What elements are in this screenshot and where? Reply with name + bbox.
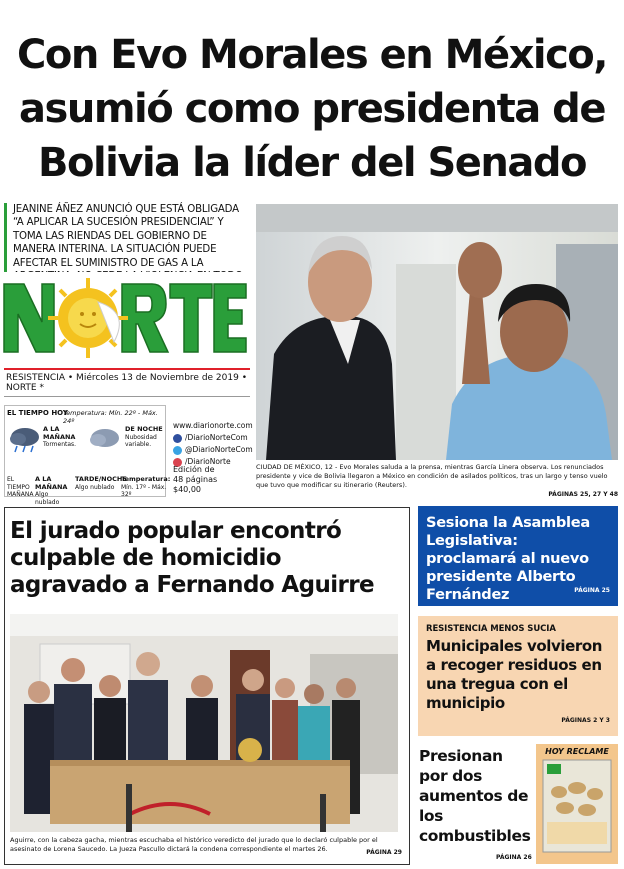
website-text: www.diarionorte.com — [173, 421, 253, 430]
waste-story-pages: PÁGINAS 2 Y 3 — [561, 717, 610, 724]
weather-box — [4, 405, 171, 506]
reclame-cover-image — [539, 756, 615, 856]
weather-morning-label: A LA MAÑANA — [43, 425, 76, 441]
weather-tomorrow-label: EL TIEMPO MAÑANA — [7, 476, 34, 498]
waste-story-title: Municipales volvieron a recoger residuos en una tregua con el municipio — [426, 637, 603, 712]
weather-tomorrow-temp-text: Mín. 17º - Máx. 32º — [121, 483, 167, 498]
headline-kicker: JEANINE ÁÑEZ ANUNCIÓ QUE ESTÁ OBLIGADA “A APLICAR LA SUCESIÓN PRESIDENCIAL” Y TOMA LAS RIENDAS DEL GOBIERNO DE MANERA INTERINA. LA SITUACIÓN PUEDE AFECTAR EL SUMINISTRO DE GAS A LA — [4, 203, 248, 297]
edition-line-1: Edición de — [173, 465, 215, 474]
headline-line-2: asumió como presidenta de — [19, 86, 605, 132]
main-story-photo — [10, 614, 398, 832]
sun-icon — [48, 278, 128, 358]
facebook-text: /DiarioNorteCom — [185, 433, 248, 442]
fuel-story-title[interactable]: Presionan por dos aumentos de los combustibles — [419, 747, 531, 845]
waste-story-kicker: RESISTENCIA MENOS SUCIA — [426, 624, 556, 634]
weather-temperature: Temperatura: Mín. 22º - Máx. 24º — [63, 409, 158, 425]
weather-tomorrow-temp — [121, 475, 171, 499]
waste-story-box[interactable] — [418, 616, 618, 736]
headline-line-3: Bolivia la líder del Senado — [38, 140, 586, 186]
top-photo-caption — [256, 463, 618, 499]
fuel-story-pages: PÁGINA 26 — [496, 854, 532, 861]
weather-night-text: Nubosidad variable. — [125, 433, 157, 448]
weather-tomorrow-afternoon-label: TARDE/NOCHE — [75, 475, 127, 483]
twitter-icon — [173, 446, 182, 455]
reclame-supplement[interactable] — [536, 744, 618, 864]
top-photo — [256, 204, 618, 460]
weather-night-label: DE NOCHE — [125, 425, 163, 433]
main-story-caption-text: Aguirre, con la cabeza gacha, mientras escuchaba el histórico veredicto del jurado que lo declaró culpable por el asesinato de Lorena Saucedo. La Jueza Pascullo dictará la condena correspondiente el martes 26. — [10, 836, 378, 853]
facebook-link[interactable] — [173, 432, 255, 444]
assembly-story-pages: PÁGINA 25 — [574, 587, 610, 594]
website-link[interactable] — [173, 420, 255, 432]
social-links — [173, 420, 255, 468]
norte-logo — [2, 272, 248, 362]
issue-date-line: RESISTENCIA • Miércoles 13 de Noviembre de 2019 • NORTE * — [4, 368, 250, 397]
weather-title: EL TIEMPO HOY — [7, 409, 68, 417]
facebook-icon — [173, 434, 182, 443]
edition-line-2: 48 páginas — [173, 475, 218, 484]
weather-night — [125, 426, 165, 449]
twitter-link[interactable] — [173, 444, 255, 456]
weather-tomorrow-morning-label: A LA MAÑANA — [35, 475, 68, 491]
top-photo-caption-text: CIUDAD DE MÉXICO, 12 - Evo Morales saluda a la prensa, mientras García Linera observa. Los renunciados presidente y vice de Bolivia llegaron a México en condición de asilados políticos, tras un largo y tenso vuelo que tuvo que modificar su itinerario (Reuters). — [256, 463, 608, 489]
assembly-story-title: Sesiona la Asamblea Legislativa: proclamará al nuevo presidente Alberto Fernández — [426, 514, 590, 603]
weather-tomorrow-temp-label: Temperatura: — [121, 475, 171, 483]
weather-tomorrow-morning — [35, 476, 71, 506]
edition-price: $40,00 — [173, 485, 201, 494]
main-story-title[interactable]: El jurado popular encontró culpable de homicidio agravado a Fernando Aguirre — [10, 518, 375, 598]
top-photo-pages: PÁGINAS 25, 27 Y 48 — [548, 491, 618, 498]
weather-morning-text: Tormentas. — [43, 441, 77, 448]
main-headline — [6, 28, 618, 190]
weather-tomorrow-morning-text: Algo nublado — [35, 491, 60, 506]
storm-cloud-icon — [7, 424, 43, 454]
instagram-text: /DiarioNorte — [185, 457, 231, 466]
weather-tomorrow-afternoon-text: Algo nublado — [75, 483, 115, 491]
edition-info — [173, 465, 255, 495]
twitter-text: @DiarioNorteCom — [185, 445, 253, 454]
main-story-caption — [10, 836, 402, 854]
weather-tomorrow-afternoon — [75, 475, 127, 491]
main-story-pages: PÁGINA 29 — [366, 849, 402, 856]
weather-morning — [43, 426, 83, 449]
cloud-icon — [87, 424, 123, 450]
assembly-story-box[interactable] — [418, 506, 618, 606]
headline-line-1: Con Evo Morales en México, — [17, 32, 607, 78]
reclame-heading: HOY RECLAME — [545, 747, 609, 756]
